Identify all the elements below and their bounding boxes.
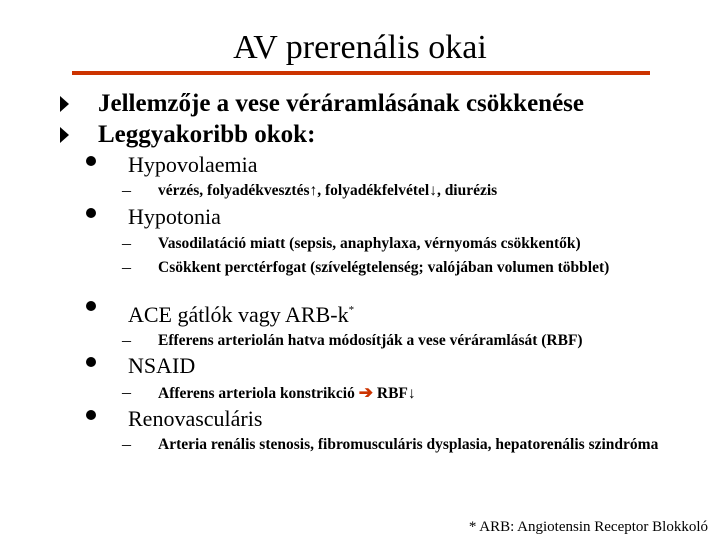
hypovolaemia-detail-part1: vérzés, folyadékvesztés (158, 182, 310, 199)
up-arrow-icon: ↑ (309, 182, 318, 199)
dash-bullet-icon: – (122, 180, 131, 200)
footnote-marker: * (348, 304, 355, 316)
nsaid-detail-part2: RBF (376, 385, 408, 402)
slide-title: AV prerenális okai (233, 29, 487, 66)
round-bullet-icon (86, 156, 96, 166)
cause-renovascular-label: Renovasculáris (128, 406, 263, 431)
footnote: * ARB: Angiotensin Receptor Blokkoló (468, 519, 708, 535)
triangle-bullet-icon (60, 127, 69, 143)
cause-nsaid-label: NSAID (128, 353, 196, 378)
bullet-point-2-text: Leggyakoribb okok: (98, 121, 316, 148)
hypovolaemia-detail-part2: , folyadékfelvétel (317, 182, 430, 199)
down-arrow-icon: ↓ (407, 385, 416, 402)
dash-bullet-icon: – (122, 434, 131, 454)
bullet-point-1-text: Jellemzője a vese véráramlásának csökkenése (98, 90, 584, 117)
renovascular-detail-text: Arteria renális stenosis, fibromusculáris dysplasia, hepatorenális szindróma (158, 436, 659, 453)
hypotonia-detail-1-text: Vasodilatáció miatt (sepsis, anaphylaxa, vérnyomás csökkentők) (158, 235, 581, 252)
round-bullet-icon (86, 410, 96, 420)
down-arrow-icon: ↓ (429, 182, 437, 199)
round-bullet-icon (86, 301, 96, 311)
cause-hypotonia-label: Hypotonia (128, 204, 221, 229)
title-underline (72, 71, 650, 75)
ace-arb-detail-text: Efferens arteriolán hatva módosítják a vese véráramlását (RBF) (158, 332, 583, 349)
triangle-bullet-icon (60, 96, 69, 112)
nsaid-detail-text (158, 383, 718, 403)
dash-bullet-icon: – (122, 330, 131, 350)
hypovolaemia-detail-part3: , diurézis (436, 182, 498, 199)
round-bullet-icon (86, 357, 96, 367)
dash-bullet-icon: – (122, 257, 131, 277)
dash-bullet-icon: – (122, 233, 131, 253)
ace-arb-label-text: ACE gátlók vagy ARB-k (128, 302, 349, 327)
hypotonia-detail-2-text: Csökkent perctérfogat (szívelégtelenség; valójában volumen többlet) (158, 259, 610, 276)
dash-bullet-icon: – (122, 382, 131, 402)
cause-ace-arb-label (128, 297, 354, 328)
round-bullet-icon (86, 208, 96, 218)
right-arrow-icon: ➔ (358, 383, 373, 402)
hypovolaemia-detail-text (158, 181, 718, 200)
cause-hypovolaemia-label: Hypovolaemia (128, 152, 258, 177)
nsaid-detail-part1: Afferens arteriola konstrikció (158, 385, 355, 402)
